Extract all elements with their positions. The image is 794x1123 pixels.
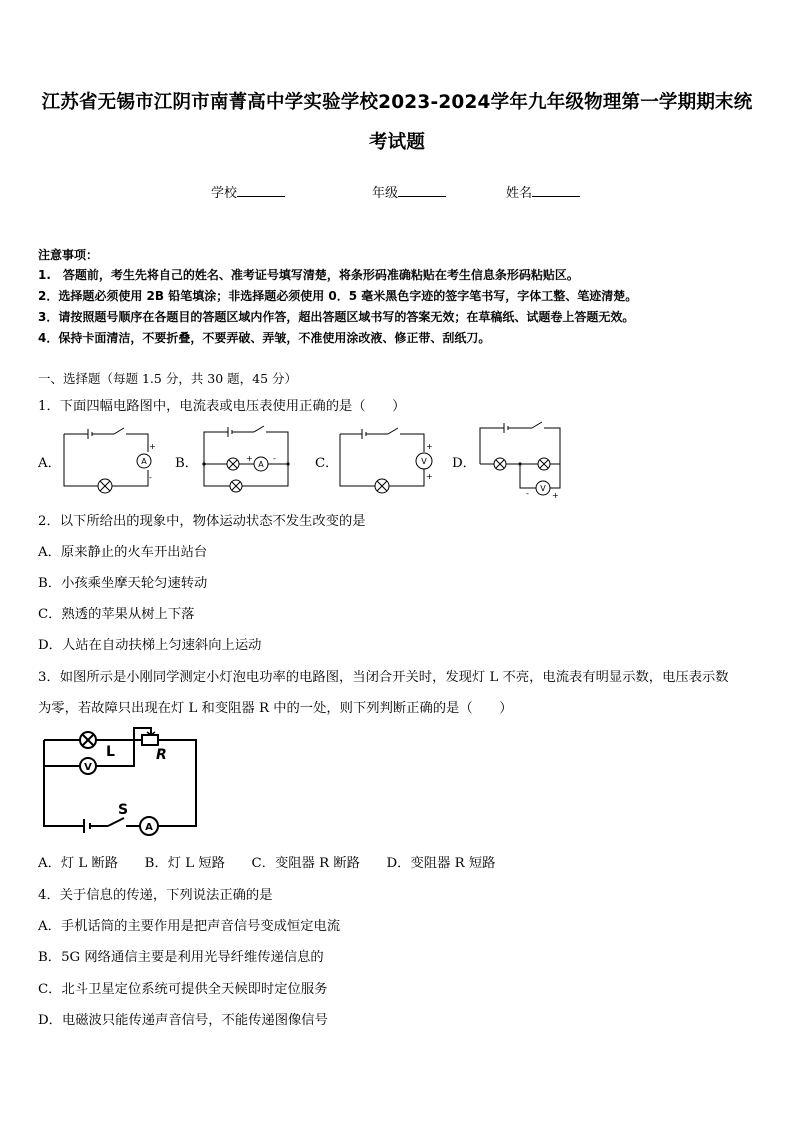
question-3-stem-line1: 3．如图所示是小刚同学测定小灯泡电功率的电路图，当闭合开关时，发现灯 L 不亮，电流表有明显示数，电压表示数 bbox=[38, 670, 729, 685]
name-label: 姓名 bbox=[506, 186, 533, 201]
minus-sign: - bbox=[526, 489, 529, 498]
switch-s-label: S bbox=[118, 802, 129, 818]
q4-option-d: D．电磁波只能传递声音信号，不能传递图像信号 bbox=[38, 1013, 328, 1028]
plus-sign: + bbox=[426, 472, 433, 481]
grade-blank bbox=[398, 184, 446, 197]
ammeter-a-label: A bbox=[141, 457, 147, 466]
circuit-diagram-d bbox=[474, 420, 574, 502]
q3-options: A．灯 L 断路 B．灯 L 短路 C．变阻器 R 断路 D．变阻器 R 短路 bbox=[38, 856, 496, 871]
question-2-stem: 2．以下所给出的现象中，物体运动状态不发生改变的是 bbox=[38, 514, 366, 529]
q4-option-b: B．5G 网络通信主要是利用光导纤维传递信息的 bbox=[38, 950, 324, 965]
q2-option-a: A．原来静止的火车开出站台 bbox=[38, 545, 208, 560]
ammeter-label: A bbox=[145, 822, 153, 833]
notice-item: 3．请按照题号顺序在各题目的答题区域内作答，超出答题区域书写的答案无效；在草稿纸、试题卷上答题无效。 bbox=[38, 310, 635, 324]
question-1-stem: 1．下面四幅电路图中，电流表或电压表使用正确的是（ ） bbox=[38, 399, 406, 414]
voltmeter-label: V bbox=[84, 762, 92, 773]
voltmeter-d-label: V bbox=[540, 484, 546, 493]
notice-heading: 注意事项： bbox=[38, 248, 99, 262]
rheostat-r-label: R bbox=[156, 747, 167, 763]
q4-option-c: C．北斗卫星定位系统可提供全天候即时定位服务 bbox=[38, 982, 328, 997]
minus-sign: - bbox=[149, 473, 152, 482]
school-field bbox=[211, 182, 285, 201]
grade-field bbox=[372, 182, 446, 201]
section-heading: 一、选择题（每题 1.5 分，共 30 题，45 分） bbox=[38, 371, 298, 386]
name-blank bbox=[532, 184, 580, 197]
circuit-diagram-c bbox=[336, 424, 436, 496]
q1-option-d-label: D． bbox=[452, 456, 476, 471]
notice-item: 2．选择题必须使用 2B 铅笔填涂；非选择题必须使用 0．5 毫米黑色字迹的签字笔书写，字体工整、笔迹清楚。 bbox=[38, 289, 638, 303]
q2-option-b: B．小孩乘坐摩天轮匀速转动 bbox=[38, 576, 208, 591]
grade-label: 年级 bbox=[372, 186, 399, 201]
circuit-diagram-b bbox=[198, 424, 298, 496]
notice-item: 4．保持卡面清洁，不要折叠，不要弄破、弄皱，不准使用涂改液、修正带、刮纸刀。 bbox=[38, 331, 491, 345]
ammeter-b-label: A bbox=[258, 460, 264, 469]
q1-option-c-label: C． bbox=[315, 456, 339, 471]
notice-item: 1. 答题前，考生先将自己的姓名、准考证号填写清楚，将条形码准确粘贴在考生信息条形码粘贴区。 bbox=[38, 268, 579, 282]
school-blank bbox=[237, 184, 285, 197]
q1-option-b-label: B． bbox=[175, 456, 199, 471]
lamp-l-label: L bbox=[106, 744, 115, 760]
name-field bbox=[506, 182, 580, 201]
circuit-diagram-a bbox=[60, 424, 160, 496]
q2-option-d: D．人站在自动扶梯上匀速斜向上运动 bbox=[38, 638, 262, 653]
exam-title-line1: 江苏省无锡市江阴市南菁高中学实验学校2023-2024学年九年级物理第一学期期末统 bbox=[41, 92, 753, 113]
q2-option-c: C．熟透的苹果从树上下落 bbox=[38, 607, 195, 622]
minus-sign: - bbox=[273, 454, 276, 463]
q1-option-a-label: A． bbox=[38, 456, 61, 471]
question-4-stem: 4．关于信息的传递，下列说法正确的是 bbox=[38, 888, 273, 903]
exam-title-line2: 考试题 bbox=[368, 132, 426, 153]
plus-sign: + bbox=[246, 454, 253, 463]
voltmeter-c-label: V bbox=[421, 457, 427, 466]
plus-sign: + bbox=[426, 442, 433, 451]
plus-sign: + bbox=[149, 442, 156, 451]
plus-sign: + bbox=[552, 491, 559, 500]
q4-option-a: A．手机话筒的主要作用是把声音信号变成恒定电流 bbox=[38, 919, 341, 934]
question-3-stem-line2: 为零，若故障只出现在灯 L 和变阻器 R 中的一处，则下列判断正确的是（ ） bbox=[38, 701, 513, 716]
circuit-diagram-q3 bbox=[36, 724, 206, 836]
school-label: 学校 bbox=[211, 186, 238, 201]
